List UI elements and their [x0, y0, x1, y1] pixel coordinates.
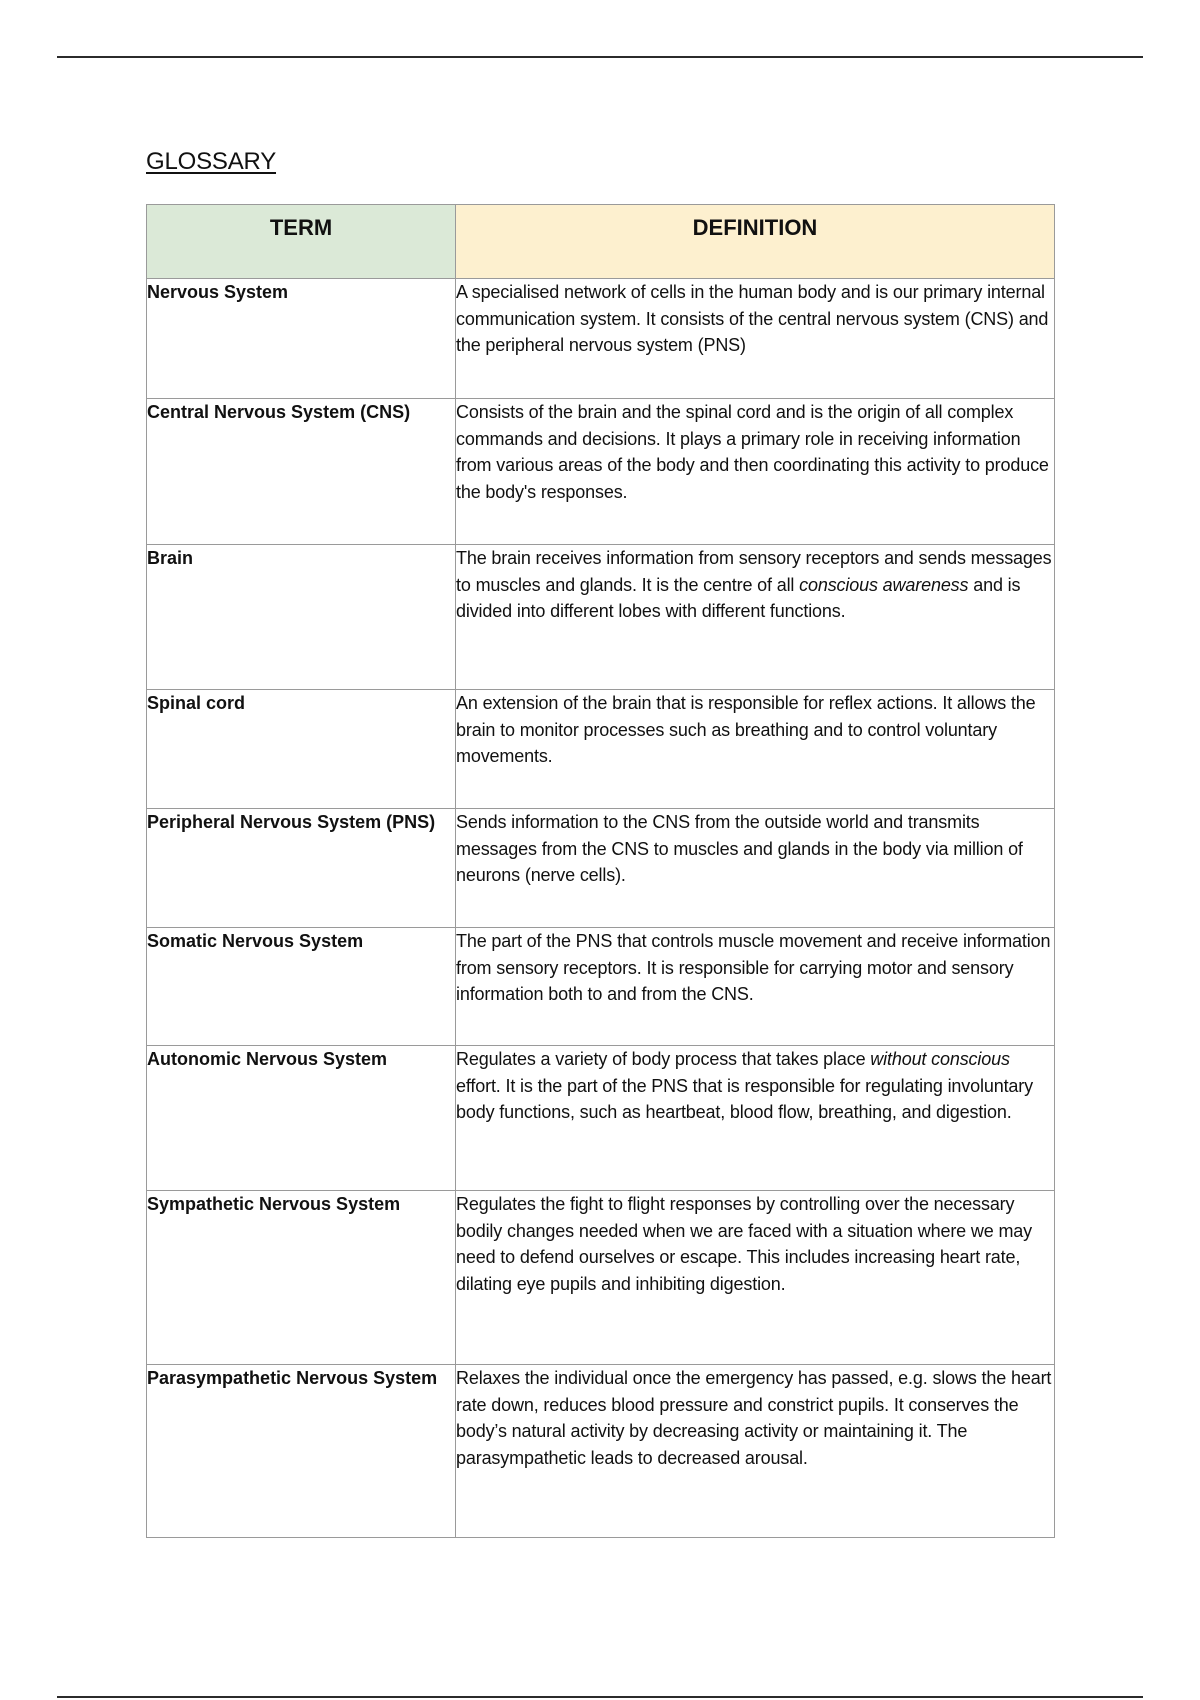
definition-emphasis: conscious awareness [799, 574, 969, 595]
term-column-header: TERM [147, 205, 456, 279]
definition-cell: A specialised network of cells in the human body and is our primary internal communication system. It consists of the central nervous system (CNS) and the peripheral nervous system (PNS) [456, 279, 1055, 399]
header-row [147, 205, 1055, 279]
table-row [147, 690, 1055, 809]
definition-cell: Consists of the brain and the spinal cord and is the origin of all complex commands and decisions. It plays a primary role in receiving information from various areas of the body and then coordinating this activity to produce the body's responses. [456, 399, 1055, 545]
term-cell: Somatic Nervous System [147, 928, 456, 1046]
definition-cell: Relaxes the individual once the emergency has passed, e.g. slows the heart rate down, reduces blood pressure and constrict pupils. It conserves the body’s natural activity by decreasing activity or maintaining it. The parasympathetic leads to decreased arousal. [456, 1365, 1055, 1538]
definition-cell: The part of the PNS that controls muscle movement and receive information from sensory receptors. It is responsible for carrying motor and sensory information both to and from the CNS. [456, 928, 1055, 1046]
table-row [147, 928, 1055, 1046]
table-row [147, 1365, 1055, 1538]
definition-cell: Sends information to the CNS from the outside world and transmits messages from the CNS to muscles and glands in the body via million of neurons (nerve cells). [456, 809, 1055, 928]
term-cell: Spinal cord [147, 690, 456, 809]
definition-cell: An extension of the brain that is responsible for reflex actions. It allows the brain to monitor processes such as breathing and to control voluntary movements. [456, 690, 1055, 809]
term-cell: Nervous System [147, 279, 456, 399]
term-cell: Autonomic Nervous System [147, 1046, 456, 1191]
definition-text: Regulates a variety of body process that takes place [456, 1049, 871, 1069]
term-cell: Brain [147, 545, 456, 690]
definition-emphasis: without conscious [870, 1049, 1010, 1069]
term-cell: Sympathetic Nervous System [147, 1191, 456, 1365]
table-row [147, 545, 1055, 690]
table-row [147, 399, 1055, 545]
table-row [147, 1191, 1055, 1365]
definition-column-header: DEFINITION [456, 205, 1055, 279]
glossary-heading: GLOSSARY [146, 148, 277, 175]
table-row [147, 279, 1055, 399]
definition-text: The brain receives information from sensory receptors and sends messages to muscles and glands. It is the centre of all [456, 548, 1052, 595]
definition-cell [456, 1046, 1055, 1191]
term-cell: Central Nervous System (CNS) [147, 399, 456, 545]
table-row [147, 809, 1055, 928]
term-cell: Parasympathetic Nervous System [147, 1365, 456, 1538]
bottom-rule [57, 1696, 1143, 1698]
definition-text: effort. It is the part of the PNS that is responsible for regulating involuntary body functions, such as heartbeat, blood flow, breathing, and digestion. [456, 1075, 1033, 1122]
glossary-table [146, 204, 1055, 1538]
definition-cell [456, 545, 1055, 690]
term-cell: Peripheral Nervous System (PNS) [147, 809, 456, 928]
definition-cell: Regulates the fight to flight responses by controlling over the necessary bodily changes needed when we are faced with a situation where we may need to defend ourselves or escape. This includes increasing heart rate, dilating eye pupils and inhibiting digestion. [456, 1191, 1055, 1365]
top-rule [57, 56, 1143, 58]
table-row [147, 1046, 1055, 1191]
definition-text: and is divided into different lobes with different functions. [456, 574, 1021, 621]
